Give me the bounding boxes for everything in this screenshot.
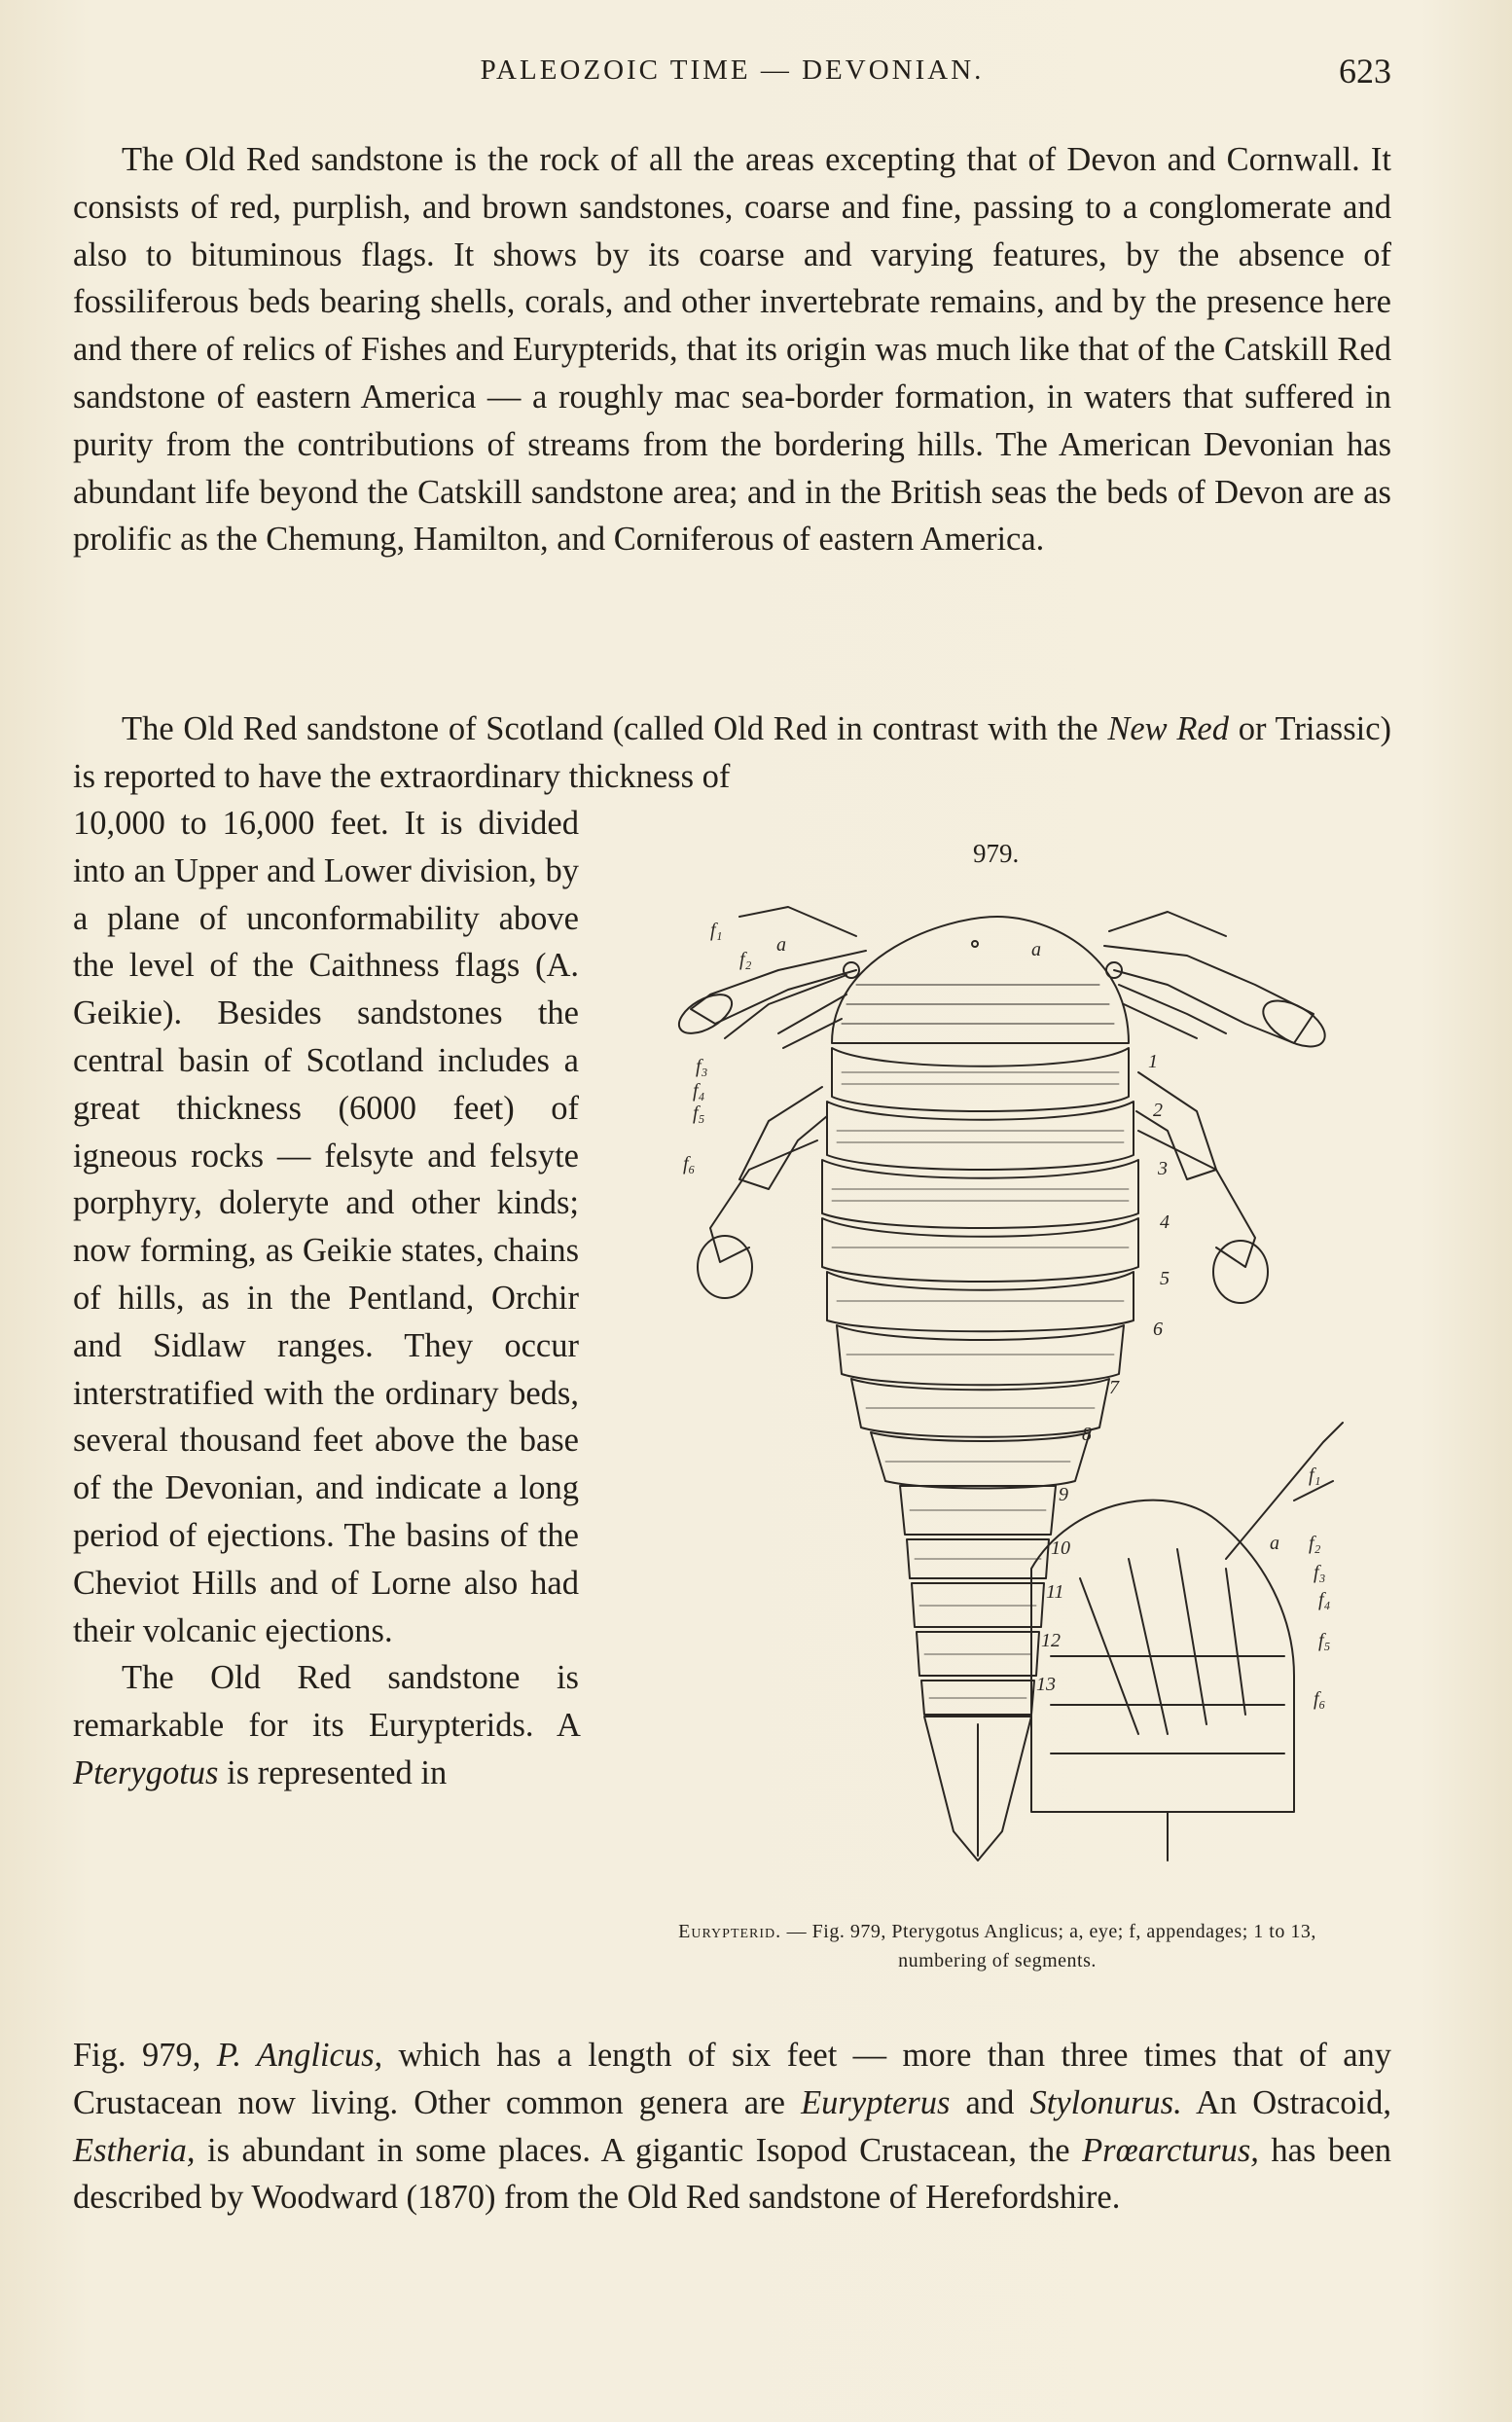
paragraph-2-lead bbox=[73, 705, 1391, 801]
running-head bbox=[73, 51, 1391, 93]
paragraph-3-text-d: has been described by Woodward (1870) from the Old Red sandstone of Herefordshire. bbox=[73, 2131, 1392, 2217]
caption-body: — Fig. 979, Pterygotus Anglicus; a, eye; f, appendages; 1 to 13, numbering of segments. bbox=[786, 1921, 1316, 1971]
label-eye-left: a bbox=[776, 934, 786, 956]
segment-6 bbox=[837, 1325, 1124, 1385]
label-f4-ventral: f₄ bbox=[1318, 1589, 1331, 1610]
genus-pterygotus: Pterygotus bbox=[73, 1753, 219, 1791]
fig-reference: Fig. 979, bbox=[73, 2037, 201, 2074]
segment-8 bbox=[871, 1432, 1090, 1489]
segment-12 bbox=[917, 1632, 1039, 1676]
paragraph-3-text-c: is abundant in some places. A gigantic Isopod Crustacean, the bbox=[207, 2131, 1070, 2169]
label-segment-13: 13 bbox=[1036, 1674, 1056, 1695]
eurypterid-illustration bbox=[623, 878, 1372, 1909]
caption-head: Eurypterid. bbox=[678, 1921, 782, 1942]
paragraph-scotland-intro bbox=[73, 705, 1391, 801]
paragraph-3-and: and bbox=[965, 2083, 1015, 2121]
figure-number: 979. bbox=[973, 839, 1020, 868]
label-f3-ventral: f₃ bbox=[1314, 1562, 1326, 1583]
label-f3-left: f₃ bbox=[696, 1056, 708, 1077]
genus-praearcturus: Prœarcturus, bbox=[1082, 2131, 1259, 2169]
new-red-term: New Red bbox=[1107, 710, 1229, 747]
genus-eurypterus: Eurypterus bbox=[801, 2083, 951, 2121]
label-f5-ventral: f₅ bbox=[1318, 1630, 1331, 1651]
label-f2-left: f₂ bbox=[739, 949, 752, 970]
label-eye-ventral: a bbox=[1270, 1533, 1279, 1554]
paragraph-3-start: The Old Red sandstone is remarkable for its Eurypterids. A bbox=[73, 1659, 579, 1745]
label-f4-left: f₄ bbox=[693, 1080, 705, 1102]
segment-1 bbox=[832, 1048, 1129, 1111]
paragraph-2-after-new-red: or Triassic) is reported to have the extraordinary thickness of bbox=[73, 710, 1392, 795]
label-segment-1: 1 bbox=[1148, 1051, 1158, 1072]
segment-13 bbox=[921, 1681, 1034, 1715]
paragraph-1-text: The Old Red sandstone is the rock of all the areas excepting that of Devon and Cornwall. It consists of red, purplish, and brown sandstones, coarse and fine, passing to a conglomerate and also to bituminous flags. It shows by its coarse and varying features, by the absence of fossiliferous beds bearing shells, corals, and other invertebrate remains, and by the presence here and there of relics of Fishes and Eurypterids, that its origin was much like that of the Catskill Red sandstone of eastern America — a roughly mac sea-border formation, in waters that suffered in purity from the contributions of streams from the bordering hills. The American Devonian has abundant life beyond the Catskill sandstone area; and in the British seas the beds of Devon are as prolific as the Chemung, Hamilton, and Corniferous of eastern America. bbox=[73, 141, 1391, 559]
appendage-left-f1 bbox=[739, 907, 856, 936]
running-title: PALEOZOIC TIME — DEVONIAN. bbox=[480, 54, 985, 86]
figure-979 bbox=[623, 839, 1372, 1971]
page-number: 623 bbox=[1339, 52, 1391, 90]
paragraph-3-wrapped bbox=[73, 1654, 579, 1796]
label-segment-8: 8 bbox=[1082, 1424, 1092, 1445]
label-segment-11: 11 bbox=[1046, 1581, 1064, 1603]
label-segment-2: 2 bbox=[1153, 1100, 1163, 1121]
paragraph-3-wrapped-end: is represented in bbox=[227, 1753, 448, 1791]
label-segment-12: 12 bbox=[1041, 1630, 1061, 1651]
paragraph-2-wrapped: 10,000 to 16,000 feet. It is divided into an Upper and Lower division, by a plane of unconformability above the level of the Caithness flags (A. Geikie). Besides sandstones the central basin of Scotland includes a great thickness (6000 feet) of igneous rocks — felsyte and felsyte porphyry, doleryte and other kinds; now forming, as Geikie states, chains of hills, as in the Pentland, Orchir and Sidlaw ranges. They occur interstratified with the ordinary beds, several thousand feet above the base of the Devonian, and indicate a long period of ejections. The basins of the Cheviot Hills and of Lorne also had their volcanic ejections. bbox=[73, 805, 579, 1649]
carapace-hatching bbox=[842, 985, 1114, 1024]
label-segment-7: 7 bbox=[1109, 1377, 1119, 1398]
appendage-right-f1 bbox=[1109, 912, 1226, 936]
label-f1-ventral: f₁ bbox=[1309, 1464, 1321, 1486]
genus-estheria: Estheria, bbox=[73, 2131, 196, 2169]
genus-stylonurus: Stylonurus. bbox=[1029, 2083, 1182, 2121]
label-f2-ventral: f₂ bbox=[1309, 1533, 1321, 1554]
paragraph-2-intro: The Old Red sandstone of Scotland (called Old Red in contrast with the bbox=[122, 710, 1098, 747]
label-segment-6: 6 bbox=[1153, 1319, 1163, 1340]
label-segment-3: 3 bbox=[1158, 1158, 1168, 1179]
label-f5-left: f₅ bbox=[693, 1103, 705, 1124]
label-segment-4: 4 bbox=[1160, 1211, 1170, 1233]
label-eye-right: a bbox=[1031, 939, 1041, 960]
label-segment-10: 10 bbox=[1051, 1537, 1070, 1559]
label-f1-left: f₁ bbox=[710, 920, 723, 941]
wrapped-text-column bbox=[73, 800, 579, 1797]
paragraph-3-continued bbox=[73, 2032, 1391, 2222]
paragraph-old-red-sandstone bbox=[73, 136, 1391, 563]
segment-11 bbox=[912, 1583, 1044, 1627]
label-segment-5: 5 bbox=[1160, 1268, 1170, 1289]
species-anglicus: P. Anglicus, bbox=[216, 2037, 383, 2074]
figure-caption bbox=[637, 1917, 1357, 1975]
paragraph-pterygotus bbox=[73, 2032, 1391, 2222]
paragraph-3-text-a: which has a length of six feet — more than three times that of any Crustacean now living. Other common genera are bbox=[73, 2037, 1392, 2121]
label-f6-left: f₆ bbox=[683, 1153, 696, 1175]
label-segment-9: 9 bbox=[1059, 1484, 1068, 1505]
paragraph-3-text-b: An Ostracoid, bbox=[1195, 2083, 1392, 2121]
label-f6-ventral: f₆ bbox=[1314, 1688, 1326, 1710]
